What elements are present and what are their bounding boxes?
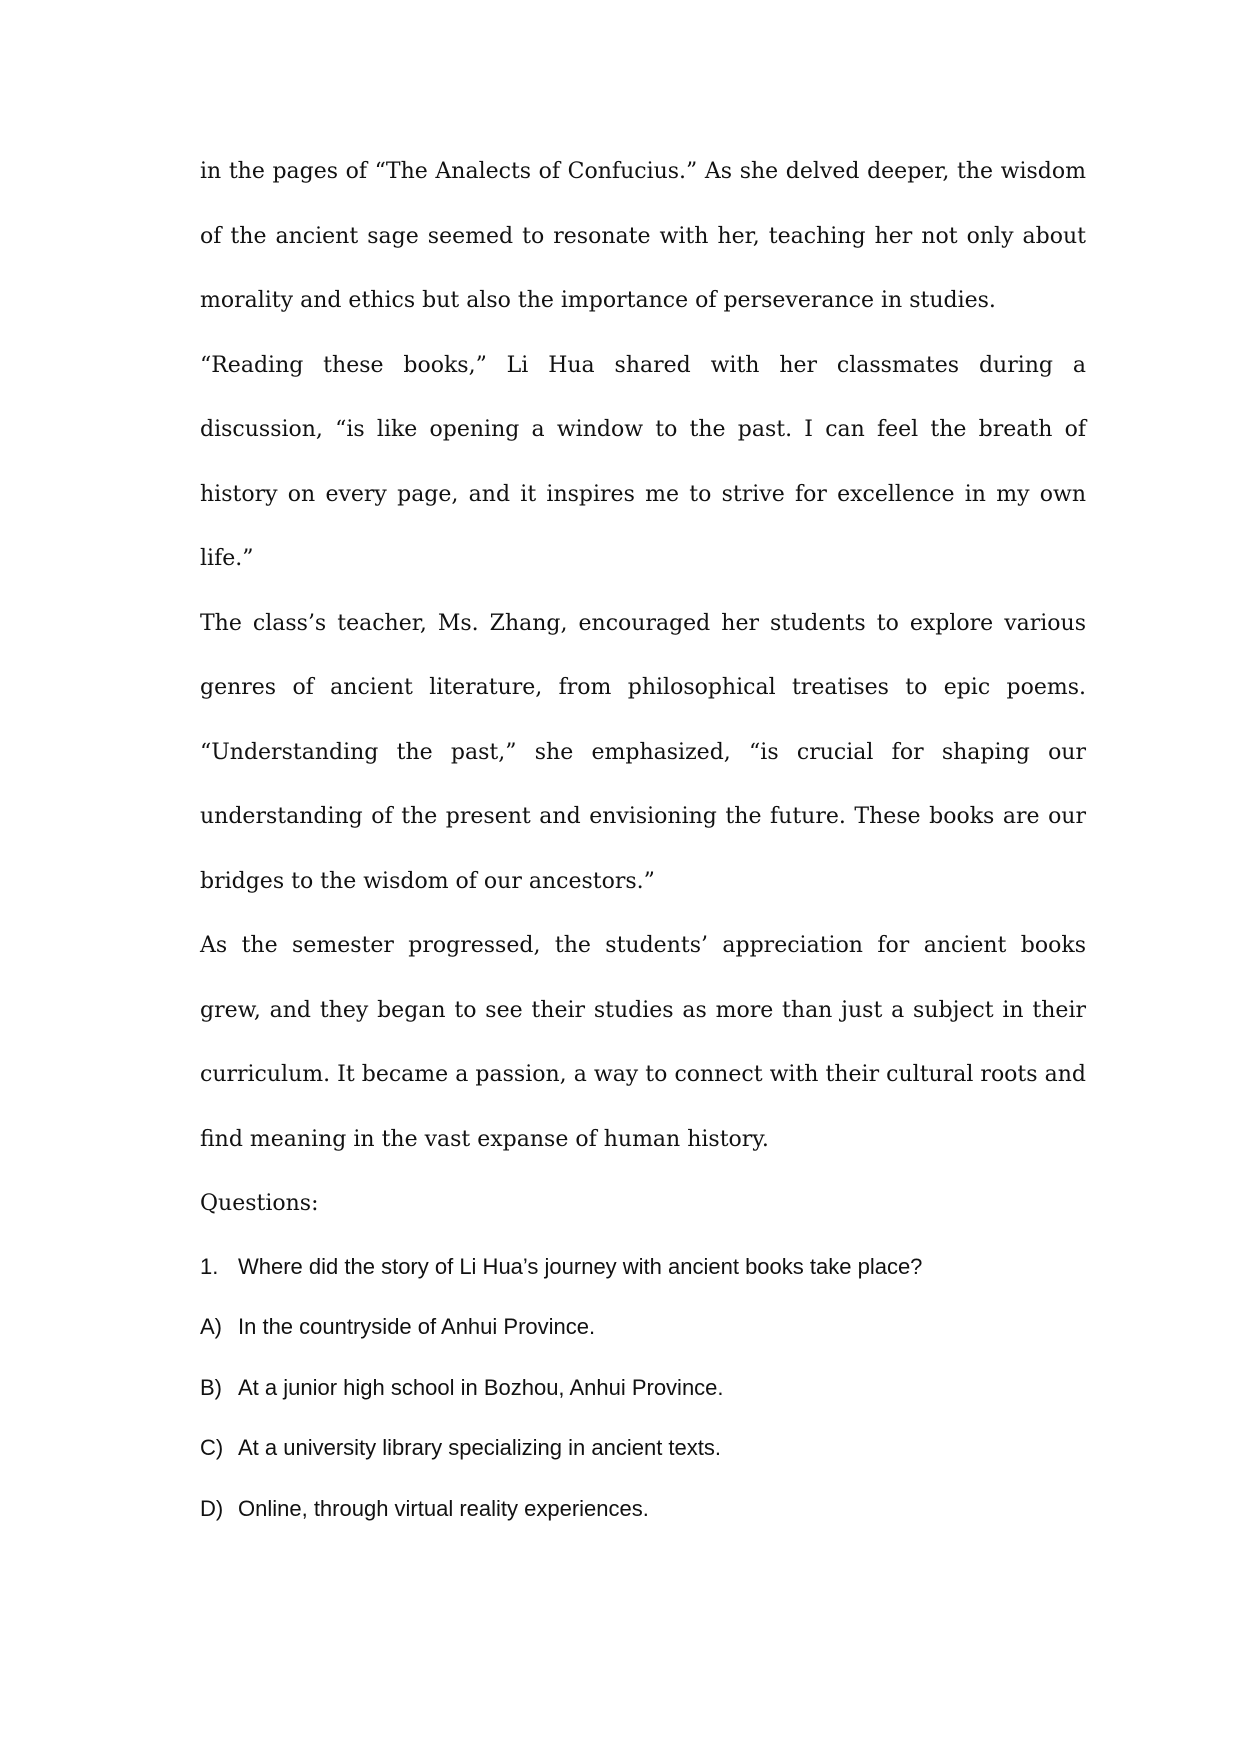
option-text: Online, through virtual reality experiences. bbox=[238, 1495, 649, 1521]
paragraph-2: “Reading these books,” Li Hua shared with her classmates during a discussion, “is like opening a window to the past. I can feel the breath of history on every page, and it inspires me to strive for excellence in my own life.” bbox=[200, 352, 1086, 571]
option-label: D) bbox=[200, 1495, 224, 1521]
option-text: At a junior high school in Bozhou, Anhui Province. bbox=[238, 1374, 724, 1400]
option-d bbox=[200, 1479, 1086, 1540]
question-number: 1. bbox=[200, 1253, 219, 1279]
document-content bbox=[200, 140, 1086, 1539]
story-text bbox=[200, 140, 1086, 1172]
option-text: In the countryside of Anhui Province. bbox=[238, 1314, 596, 1339]
option-label: A) bbox=[200, 1314, 222, 1339]
question-text: Where did the story of Li Hua’s journey with ancient books take place? bbox=[238, 1253, 923, 1279]
option-b bbox=[200, 1358, 1086, 1419]
option-label: C) bbox=[200, 1435, 224, 1460]
option-a bbox=[200, 1297, 1086, 1358]
paragraph-1: in the pages of “The Analects of Confucius.” As she delved deeper, the wisdom of the ancient sage seemed to resonate with her, teaching her not only about morality and ethics but also the importance of perseverance in studies. bbox=[200, 159, 1086, 313]
paragraph-3: The class’s teacher, Ms. Zhang, encouraged her students to explore various genres of ancient literature, from philosophical treatises to epic poems. “Understanding the past,” she emphasized, “is crucial for shaping our understanding of the present and envisioning the future. These books are our bridges to the wisdom of our ancestors.” bbox=[200, 610, 1086, 894]
questions-heading: Questions: bbox=[200, 1191, 319, 1216]
question-1 bbox=[200, 1237, 1086, 1298]
option-c bbox=[200, 1418, 1086, 1479]
option-text: At a university library specializing in ancient texts. bbox=[238, 1435, 721, 1460]
option-label: B) bbox=[200, 1374, 222, 1400]
paragraph-4: As the semester progressed, the students’ appreciation for ancient books grew, and they began to see their studies as more than just a subject in their curriculum. It became a passion, a way to connect with their cultural roots and find meaning in the vast expanse of human history. bbox=[200, 933, 1086, 1152]
